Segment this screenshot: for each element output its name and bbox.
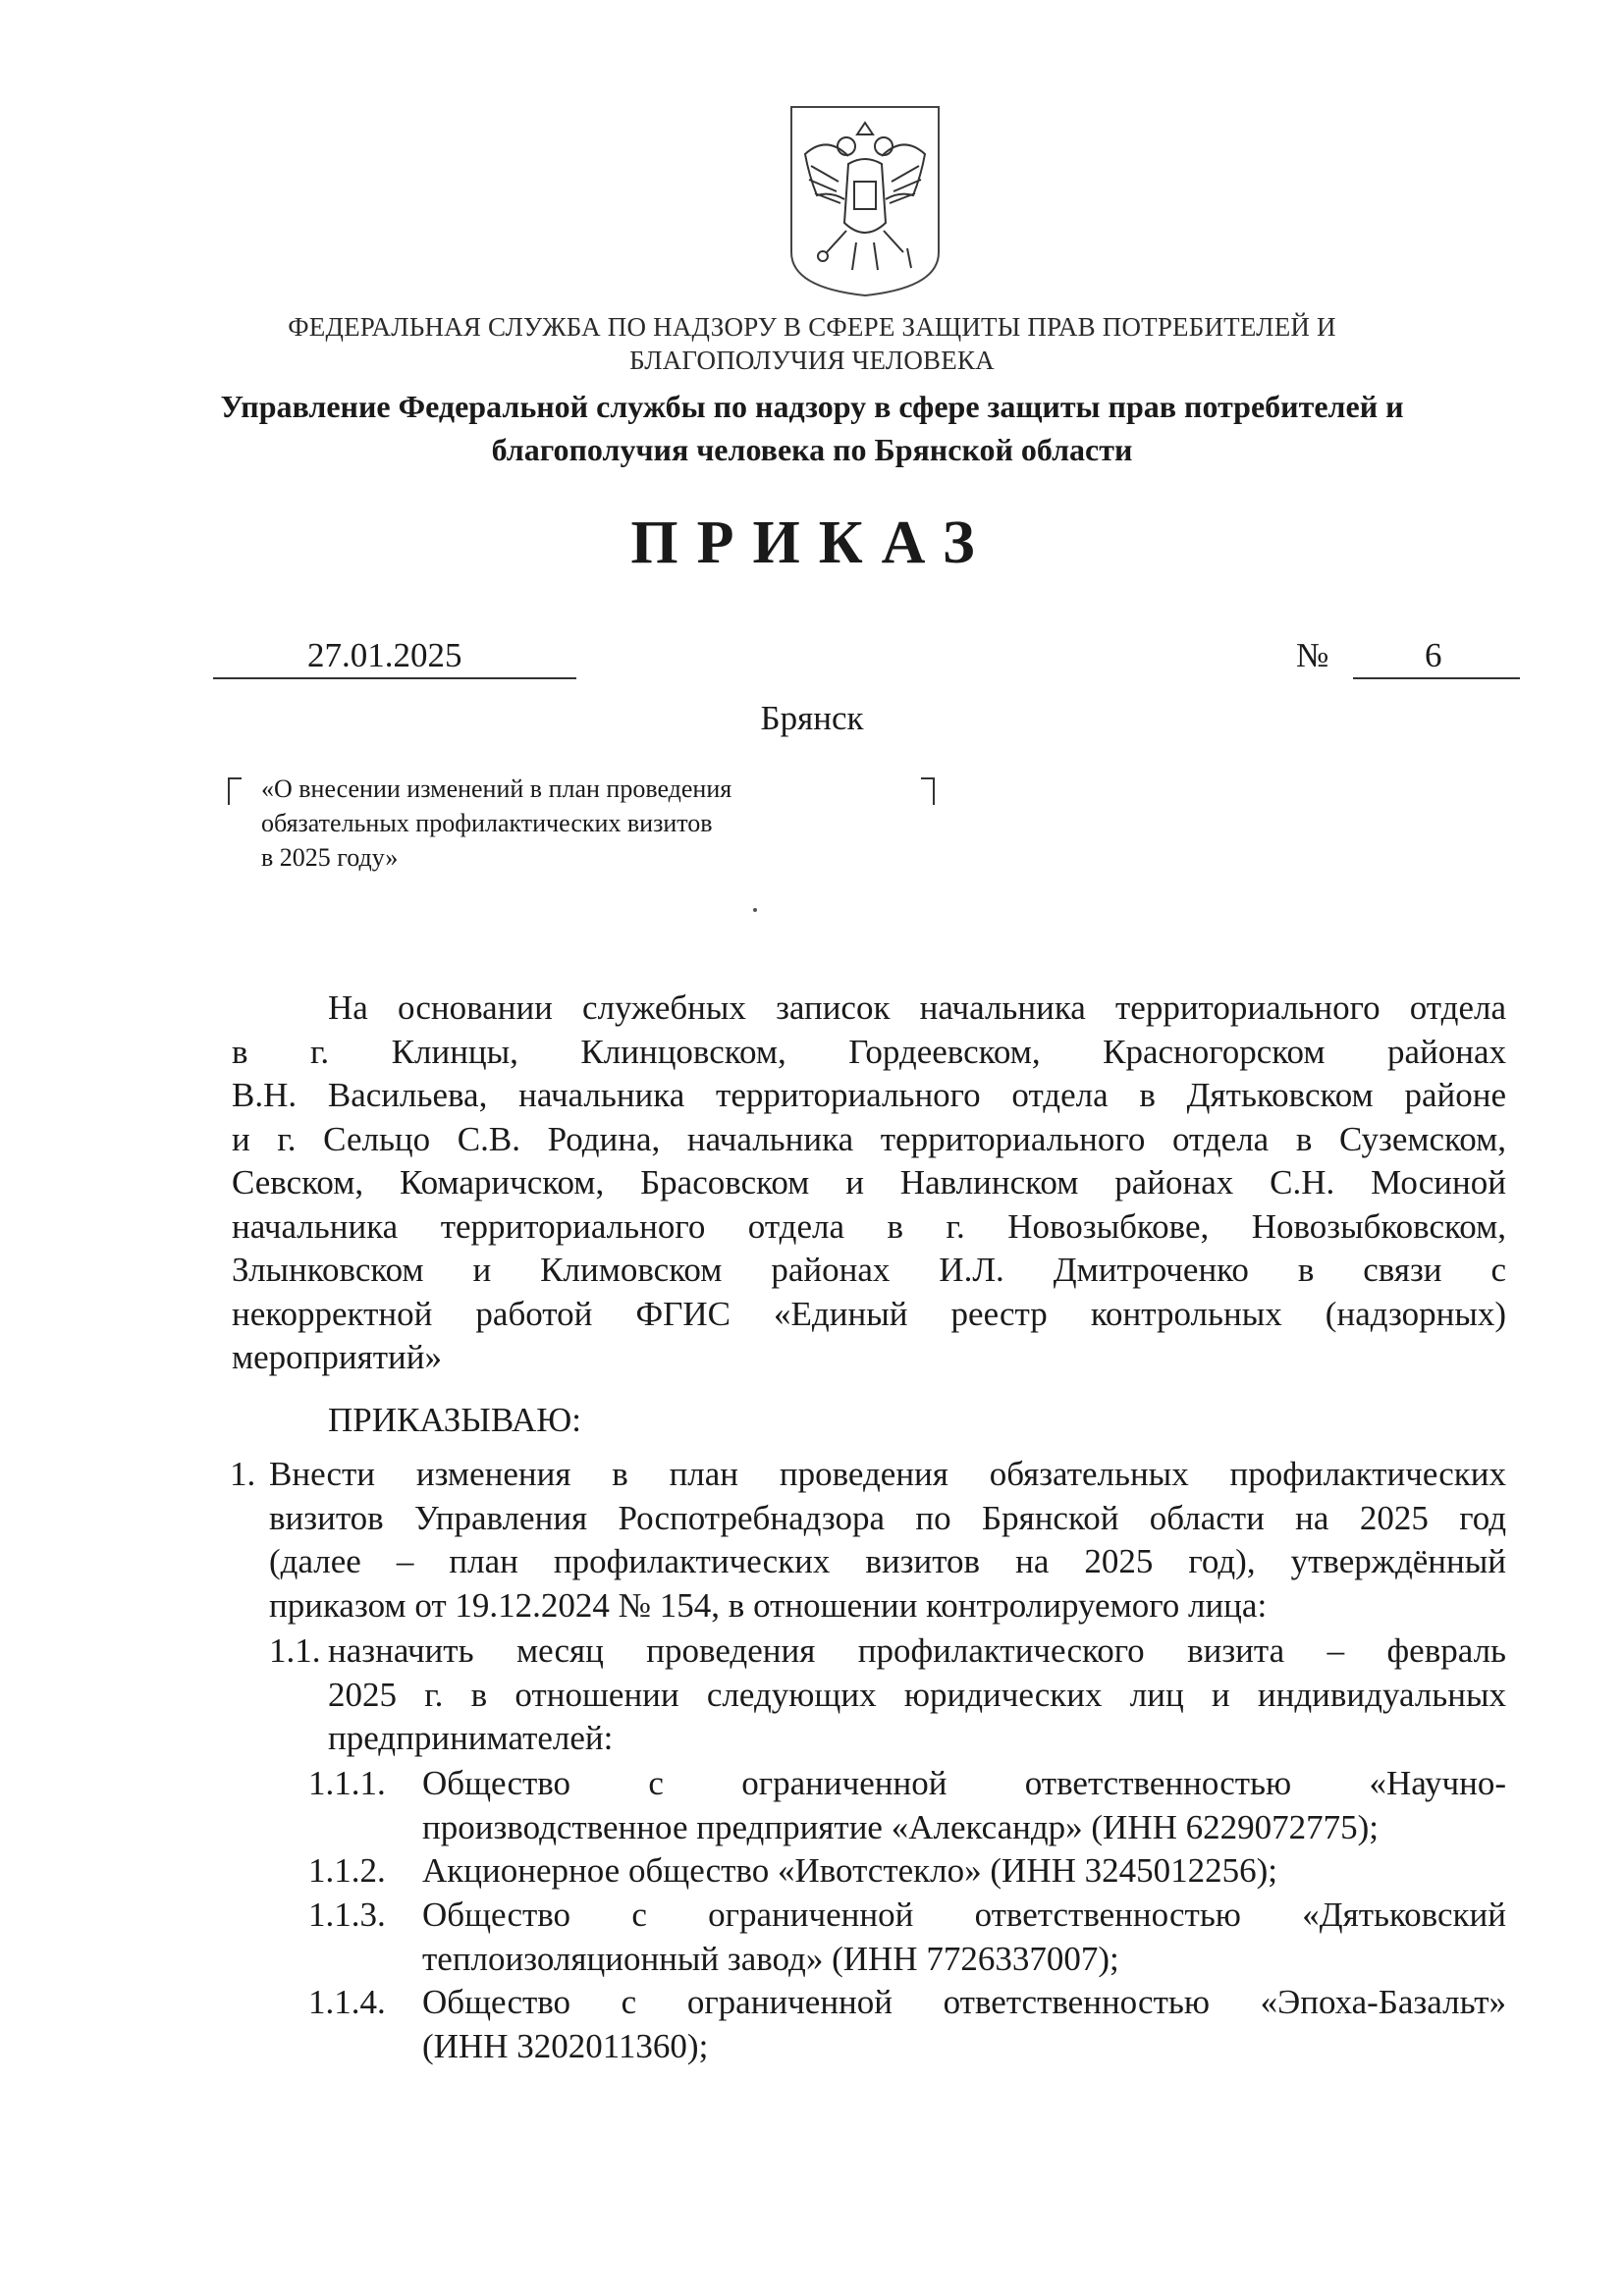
number-sign: № <box>1296 636 1329 674</box>
list-item-number: 1.1.1. <box>308 1764 386 1802</box>
preamble-line: В.Н. Васильева, начальника территориального отдела в Дятьковском районе <box>232 1076 1506 1114</box>
preamble-paragraph <box>232 987 1506 1380</box>
list-item-1-1-2 <box>308 1849 1506 1894</box>
preamble-line: и г. Сельцо С.В. Родина, начальника территориального отдела в Суземском, <box>232 1119 1506 1158</box>
subject-heading <box>261 772 850 875</box>
list-item-line: Общество с ограниченной ответственностью «Дятьковский <box>422 1896 1506 1934</box>
department-name-line: Управление Федеральной службы по надзору в сфере защиты прав потребителей и <box>220 389 1404 424</box>
order-word: ПРИКАЗЫВАЮ: <box>328 1401 581 1439</box>
preamble-line: Севском, Комаричском, Брасовском и Навлинском районах С.Н. Мосиной <box>232 1163 1506 1201</box>
department-name <box>0 385 1624 471</box>
coat-of-arms-emblem <box>787 105 943 297</box>
list-item-line: предпринимателей: <box>328 1719 614 1757</box>
subject-bracket-right <box>921 777 935 805</box>
list-item-1-1-4 <box>308 1981 1506 2068</box>
document-title: ПРИКАЗ <box>630 509 994 576</box>
list-item-1-1-1 <box>308 1762 1506 1849</box>
list-item-number: 1.1.2. <box>308 1851 386 1890</box>
list-item-line: Внести изменения в план проведения обязательных профилактических <box>269 1455 1506 1493</box>
document-number: 6 <box>1425 636 1442 674</box>
preamble-line: На основании служебных записок начальника территориального отдела <box>328 988 1506 1027</box>
subject-line: обязательных профилактических визитов <box>261 809 713 837</box>
preamble-line: начальника территориального отдела в г. Новозыбкове, Новозыбковском, <box>232 1206 1506 1246</box>
list-item-line: Акционерное общество «Ивотстекло» (ИНН 3245012256); <box>422 1851 1278 1890</box>
preamble-line: некорректной работой ФГИС «Единый реестр контрольных (надзорных) <box>232 1294 1506 1333</box>
agency-name <box>0 310 1624 377</box>
agency-name-line: БЛАГОПОЛУЧИЯ ЧЕЛОВЕКА <box>629 346 995 375</box>
subject-line: «О внесении изменений в план проведения <box>261 774 732 803</box>
list-item-1-1-3 <box>308 1894 1506 1981</box>
list-item-line: (далее – план профилактических визитов на 2025 год), утверждённый <box>269 1542 1506 1580</box>
list-item-1 <box>230 1453 1506 1628</box>
subject-bracket-left <box>228 777 242 805</box>
preamble-line: мероприятий» <box>232 1338 442 1376</box>
list-item-number: 1.1. <box>269 1631 321 1670</box>
list-item-line: (ИНН 3202011360); <box>422 2026 709 2065</box>
preamble-line: Злынковском и Климовском районах И.Л. Дмитроченко в связи с <box>232 1251 1506 1289</box>
agency-name-line: ФЕДЕРАЛЬНАЯ СЛУЖБА ПО НАДЗОРУ В СФЕРЕ ЗАЩИТЫ ПРАВ ПОТРЕБИТЕЛЕЙ И <box>288 312 1336 342</box>
list-item-line: Общество с ограниченной ответственностью «Эпоха-Базальт» <box>422 1983 1506 2021</box>
department-name-line: благополучия человека по Брянской области <box>491 432 1133 467</box>
list-item-line: производственное предприятие «Александр» (ИНН 6229072775); <box>422 1807 1380 1846</box>
list-item-line: визитов Управления Роспотребнадзора по Брянской области на 2025 год <box>269 1498 1506 1537</box>
list-item-number: 1.1.4. <box>308 1983 386 2021</box>
preamble-line: в г. Клинцы, Клинцовском, Гордеевском, Красногорском районах <box>232 1032 1506 1071</box>
list-item-number: 1.1.3. <box>308 1896 386 1934</box>
list-item-1-1 <box>269 1629 1506 1761</box>
city-name: Брянск <box>760 699 864 737</box>
document-date: 27.01.2025 <box>307 636 462 674</box>
subject-line: в 2025 году» <box>261 843 399 872</box>
list-item-line: теплоизоляционный завод» (ИНН 7726337007); <box>422 1939 1119 1978</box>
list-item-line: приказом от 19.12.2024 № 154, в отношении контролируемого лица: <box>269 1585 1268 1625</box>
list-item-line: назначить месяц проведения профилактического визита – февраль <box>328 1631 1506 1670</box>
list-item-line: 2025 г. в отношении следующих юридических лиц и индивидуальных <box>328 1675 1506 1714</box>
list-item-number: 1. <box>230 1455 256 1493</box>
scan-dot <box>753 908 757 912</box>
list-item-line: Общество с ограниченной ответственностью «Научно- <box>422 1764 1506 1802</box>
date-field <box>213 636 576 679</box>
number-field <box>1353 636 1520 679</box>
